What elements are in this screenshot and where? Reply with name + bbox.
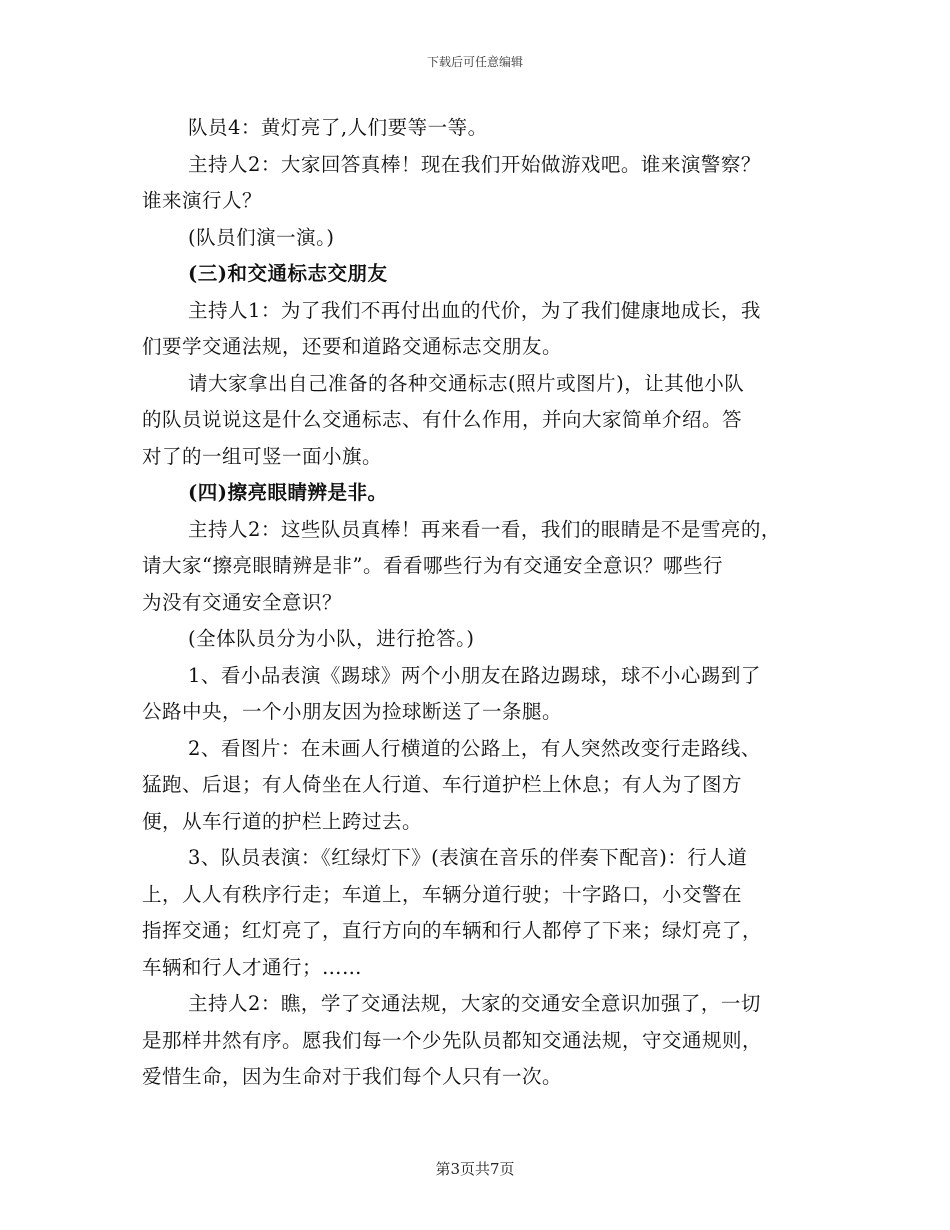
text-line: 1、看小品表演《踢球》两个小朋友在路边踢球，球不小心踢到了	[188, 663, 761, 687]
text-line: 爱惜生命，因为生命对于我们每个人只有一次。	[142, 1065, 563, 1088]
text-line: 2、看图片：在未画人行横道的公路上，有人突然改变行走路线、	[188, 736, 761, 760]
text-line: 谁来演行人？	[142, 189, 263, 212]
text-line: 队员4：黄灯亮了,人们要等一等。	[188, 116, 488, 139]
text-line: 请大家拿出自己准备的各种交通标志(照片或图片)，让其他小队	[188, 371, 745, 395]
text-line: 主持人2：大家回答真棒！现在我们开始做游戏吧。谁来演警察？	[188, 152, 761, 176]
document-body	[142, 110, 832, 1096]
section-heading: (三)和交通标志交朋友	[188, 262, 388, 285]
text-line: (队员们演一演。)	[188, 225, 335, 249]
text-line: 请大家“擦亮眼睛辨是非”。看看哪些行为有交通安全意识？哪些行	[142, 554, 723, 577]
text-line: 主持人1：为了我们不再付出血的代价，为了我们健康地成长，我	[188, 298, 761, 322]
text-line: (全体队员分为小队，进行抢答。)	[188, 627, 475, 650]
text-line: 3、队员表演：《红绿灯下》(表演在音乐的伴奏下配音)：行人道	[188, 846, 748, 869]
page-header: 下载后可任意编辑	[426, 55, 523, 69]
text-line: 主持人2：瞧，学了交通法规，大家的交通安全意识加强了，一切	[188, 992, 761, 1015]
text-line: 公路中央，一个小朋友因为捡球断送了一条腿。	[142, 700, 563, 723]
page-footer: 第3页共7页	[435, 1160, 515, 1178]
text-line: 主持人2：这些队员真棒！再来看一看，我们的眼睛是不是雪亮的，	[188, 517, 781, 541]
text-line: 便，从车行道的护栏上跨过去。	[142, 809, 423, 833]
text-line: 们要学交通法规，还要和道路交通标志交朋友。	[142, 335, 563, 358]
text-line: 车辆和行人才通行；……	[142, 955, 363, 979]
text-line: 为没有交通安全意识？	[142, 590, 343, 614]
text-line: 是那样井然有序。愿我们每一个少先队员都知交通法规，守交通规则，	[142, 1028, 763, 1052]
section-heading: (四)擦亮眼睛辨是非。	[188, 481, 388, 504]
text-line: 上，人人有秩序行走；车道上，车辆分道行驶；十字路口，小交警在	[142, 882, 743, 906]
text-line: 的队员说说这是什么交通标志、有什么作用，并向大家简单介绍。答	[142, 408, 743, 431]
text-line: 指挥交通；红灯亮了，直行方向的车辆和行人都停了下来；绿灯亮了，	[142, 919, 763, 942]
text-line: 对了的一组可竖一面小旗。	[142, 444, 383, 468]
text-line: 猛跑、后退；有人倚坐在人行道、车行道护栏上休息；有人为了图方	[142, 773, 743, 796]
